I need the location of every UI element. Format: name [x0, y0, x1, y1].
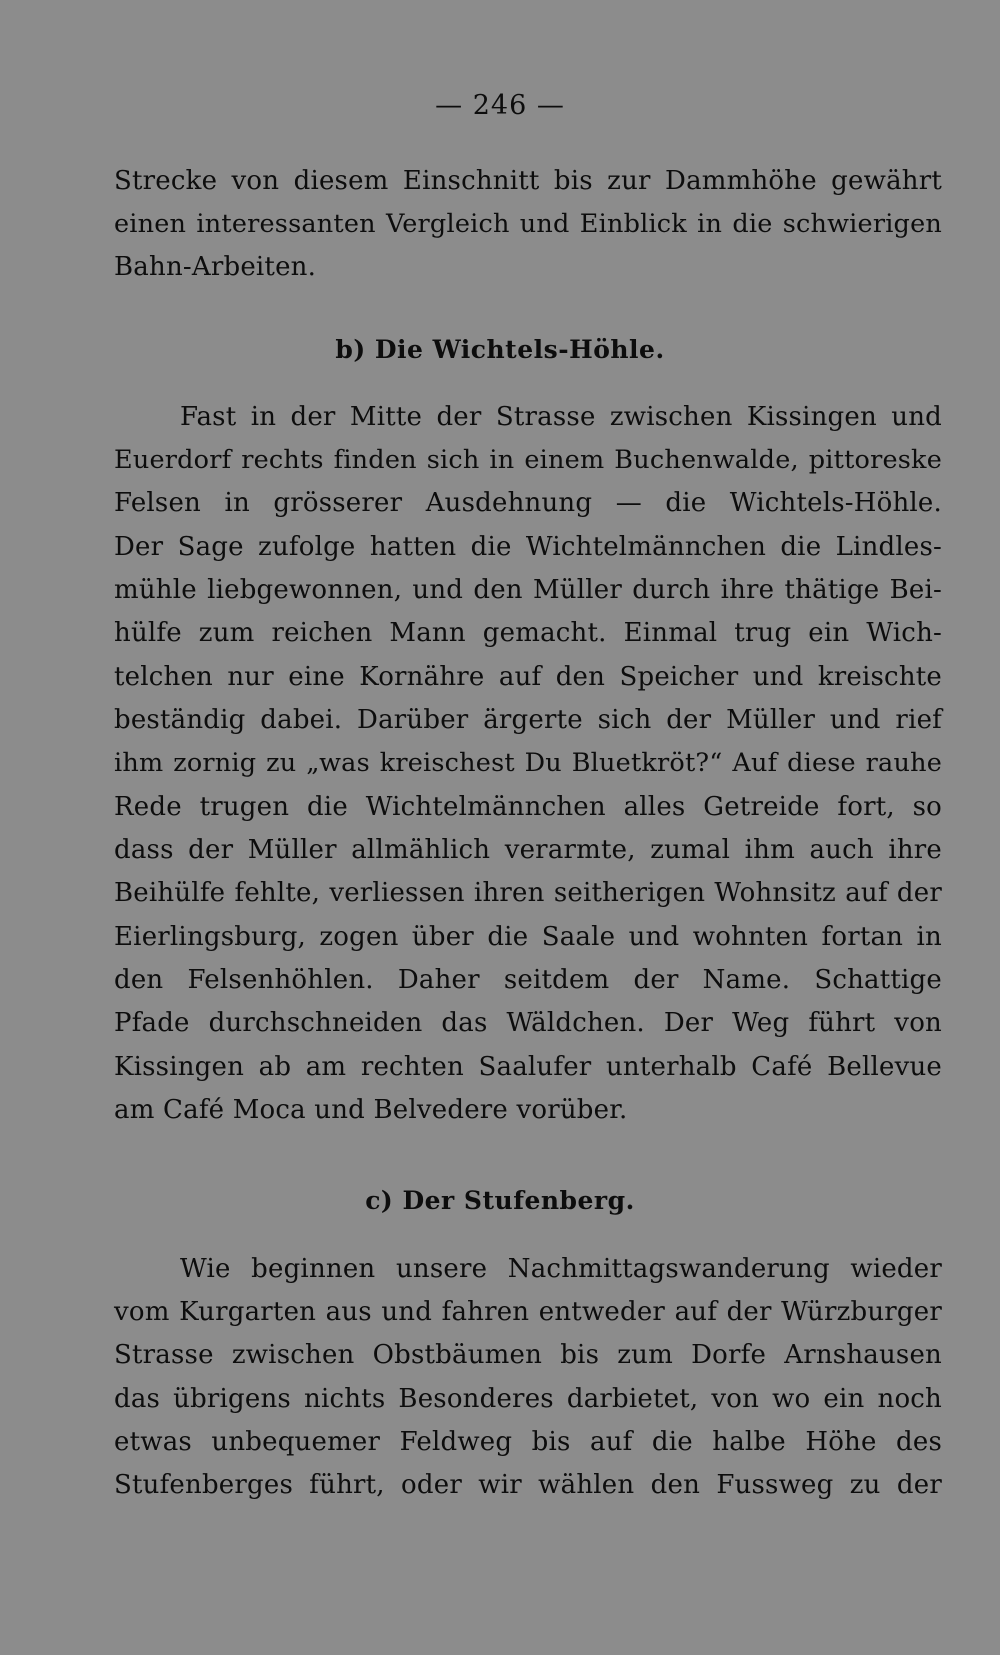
text-line: Strasse zwischen Obstbäumen bis zum Dorfe Arnshausen [114, 1340, 942, 1370]
text-line: mühle liebgewonnen, und den Müller durch ihre thätige Bei- [114, 575, 942, 605]
text-line: Beihülfe fehlte, verliessen ihren seitherigen Wohnsitz auf der [114, 878, 942, 908]
text-line: Rede trugen die Wichtelmännchen alles Getreide fort, so [114, 792, 942, 822]
text-line: beständig dabei. Darüber ärgerte sich der Müller und rief [114, 705, 942, 735]
text-line: dass der Müller allmählich verarmte, zumal ihm auch ihre [114, 835, 942, 865]
text-line: Felsen in grösserer Ausdehnung — die Wichtels-Höhle. [114, 488, 942, 518]
text-line: Fast in der Mitte der Strasse zwischen Kissingen und [180, 402, 942, 432]
text-line: Pfade durchschneiden das Wäldchen. Der Weg führt von [114, 1008, 942, 1038]
text-line: Bahn-Arbeiten. [114, 252, 317, 282]
text-line: am Café Moca und Belvedere vorüber. [114, 1095, 628, 1125]
text-line: einen interessanten Vergleich und Einblick in die schwierigen [114, 209, 942, 239]
page-number: — 246 — [435, 90, 565, 121]
text-line: das übrigens nichts Besonderes darbietet, von wo ein noch [114, 1384, 942, 1414]
text-line: hülfe zum reichen Mann gemacht. Einmal trug ein Wich- [114, 618, 942, 648]
section-heading-c: c) Der Stufenberg. [365, 1186, 635, 1215]
text-line: etwas unbequemer Feldweg bis auf die halbe Höhe des [114, 1427, 942, 1457]
text-line: Strecke von diesem Einschnitt bis zur Dammhöhe gewährt [114, 166, 942, 196]
text-line: den Felsenhöhlen. Daher seitdem der Name. Schattige [114, 965, 942, 995]
text-line: telchen nur eine Kornähre auf den Speicher und kreischte [114, 662, 942, 692]
text-line: Der Sage zufolge hatten die Wichtelmännchen die Lindles- [114, 532, 942, 562]
text-line: Euerdorf rechts finden sich in einem Buchenwalde, pittoreske [114, 445, 942, 475]
text-line: ihm zornig zu „was kreischest Du Bluetkröt?“ Auf diese rauhe [114, 748, 942, 778]
text-line: Eierlingsburg, zogen über die Saale und wohnten fortan in [114, 922, 942, 952]
text-line: Kissingen ab am rechten Saalufer unterhalb Café Bellevue [114, 1052, 942, 1082]
text-line: Stufenberges führt, oder wir wählen den Fussweg zu der [114, 1470, 942, 1500]
text-line: Wie beginnen unsere Nachmittagswanderung wieder [180, 1254, 942, 1284]
text-line: vom Kurgarten aus und fahren entweder auf der Würzburger [114, 1297, 942, 1327]
section-heading-b: b) Die Wichtels-Höhle. [335, 335, 665, 364]
